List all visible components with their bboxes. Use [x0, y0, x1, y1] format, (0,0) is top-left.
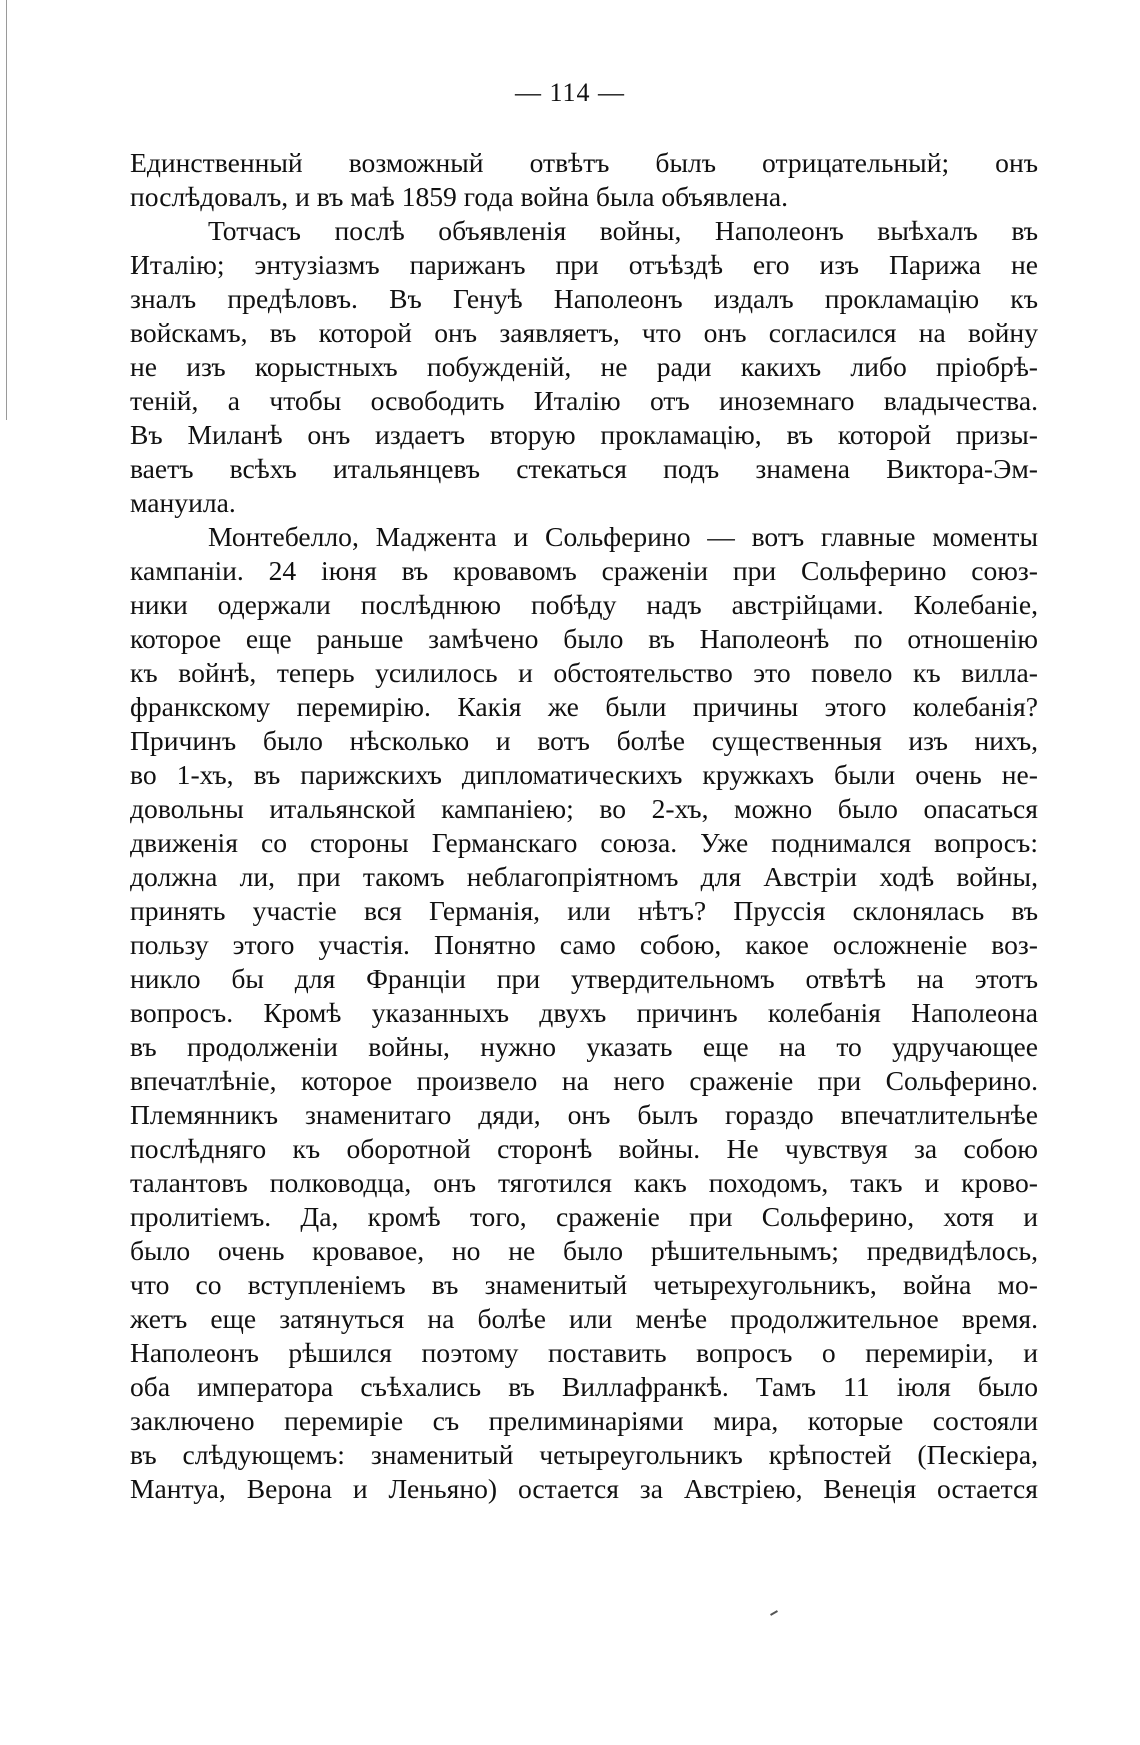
- text-line: талантовъ полководца, онъ тяготился какъ походомъ, такъ и крово-: [130, 1167, 1038, 1198]
- page-number: — 114 —: [514, 78, 626, 107]
- text-line: въ продолженіи войны, нужно указать еще на то удручающее: [130, 1031, 1038, 1062]
- stray-mark: [770, 1610, 778, 1616]
- text-line: вопросъ. Кромѣ указанныхъ двухъ причинъ колебанія Наполеона: [130, 997, 1038, 1028]
- text-line: Племянникъ знаменитаго дяди, онъ былъ гораздо впечатлительнѣе: [130, 1099, 1038, 1130]
- text-line: Единственный возможный отвѣтъ былъ отрицательный; онъ: [130, 147, 1038, 178]
- text-line: Монтебелло, Маджента и Сольферино — вотъ главные моменты: [208, 521, 1038, 552]
- text-line: Мантуа, Верона и Леньяно) остается за Австріею, Венеція остается: [130, 1473, 1038, 1504]
- text-line: мануила.: [130, 487, 236, 518]
- text-line: ваетъ всѣхъ итальянцевъ стекаться подъ знамена Виктора-Эм-: [130, 453, 1038, 484]
- text-line: движенія со стороны Германскаго союза. Уже поднимался вопросъ:: [130, 827, 1038, 858]
- text-line: послѣдняго къ оборотной сторонѣ войны. Не чувствуя за собою: [130, 1133, 1038, 1164]
- text-line: кампаніи. 24 іюня въ кровавомъ сраженіи при Сольферино союз-: [130, 555, 1038, 586]
- text-line: принять участіе вся Германія, или нѣтъ? Пруссія склонялась въ: [130, 895, 1038, 926]
- text-line: которое еще раньше замѣчено было въ Наполеонѣ по отношенію: [130, 623, 1038, 654]
- text-line: Причинъ было нѣсколько и вотъ болѣе существенныя изъ нихъ,: [130, 725, 1038, 756]
- text-line: войскамъ, въ которой онъ заявляетъ, что онъ согласился на войну: [130, 317, 1038, 348]
- text-line: пользу этого участія. Понятно само собою, какое осложненіе воз-: [130, 929, 1038, 960]
- body-text: [130, 146, 1038, 1506]
- text-line: заключено перемиріе съ прелиминаріями мира, которые состояли: [130, 1405, 1038, 1436]
- text-line: ники одержали послѣднюю побѣду надъ австрійцами. Колебаніе,: [130, 589, 1038, 620]
- text-line: во 1-хъ, въ парижскихъ дипломатическихъ кружкахъ были очень не-: [130, 759, 1038, 790]
- text-line: къ войнѣ, теперь усилилось и обстоятельство это повело къ вилла-: [130, 657, 1038, 688]
- text-line: впечатлѣніе, которое произвело на него сраженіе при Сольферино.: [130, 1065, 1038, 1096]
- text-line: оба императора съѣхались въ Виллафранкѣ. Тамъ 11 іюля было: [130, 1371, 1038, 1402]
- text-line: никло бы для Франціи при утвердительномъ отвѣтѣ на этотъ: [130, 963, 1038, 994]
- text-line: франкскому перемирію. Какія же были причины этого колебанія?: [130, 691, 1038, 722]
- text-line: пролитіемъ. Да, кромѣ того, сраженіе при Сольферино, хотя и: [130, 1201, 1038, 1232]
- text-line: въ слѣдующемъ: знаменитый четыреугольникъ крѣпостей (Пескіера,: [130, 1439, 1038, 1470]
- text-line: жетъ еще затянуться на болѣе или менѣе продолжительное время.: [130, 1303, 1038, 1334]
- text-line: было очень кровавое, но не было рѣшительнымъ; предвидѣлось,: [130, 1235, 1038, 1266]
- text-line: довольны итальянской кампаніею; во 2-хъ, можно было опасаться: [130, 793, 1038, 824]
- text-line: Наполеонъ рѣшился поэтому поставить вопросъ о перемиріи, и: [130, 1337, 1038, 1368]
- text-line: Италію; энтузіазмъ парижанъ при отъѣздѣ его изъ Парижа не: [130, 249, 1038, 280]
- text-line: Тотчасъ послѣ объявленія войны, Наполеонъ выѣхалъ въ: [208, 215, 1038, 246]
- margin-rule: [6, 0, 7, 420]
- text-line: не изъ корыстныхъ побужденій, не ради какихъ либо пріобрѣ-: [130, 351, 1038, 382]
- text-line: зналъ предѣловъ. Въ Генуѣ Наполеонъ издалъ прокламацію къ: [130, 283, 1038, 314]
- text-line: должна ли, при такомъ неблагопріятномъ для Австріи ходѣ войны,: [130, 861, 1038, 892]
- text-line: Въ Миланѣ онъ издаетъ вторую прокламацію, въ которой призы-: [130, 419, 1038, 450]
- text-line: что со вступленіемъ въ знаменитый четырехугольникъ, война мо-: [130, 1269, 1038, 1300]
- text-line: послѣдовалъ, и въ маѣ 1859 года война была объявлена.: [130, 181, 789, 212]
- text-line: теній, а чтобы освободить Италію отъ иноземнаго владычества.: [130, 385, 1038, 416]
